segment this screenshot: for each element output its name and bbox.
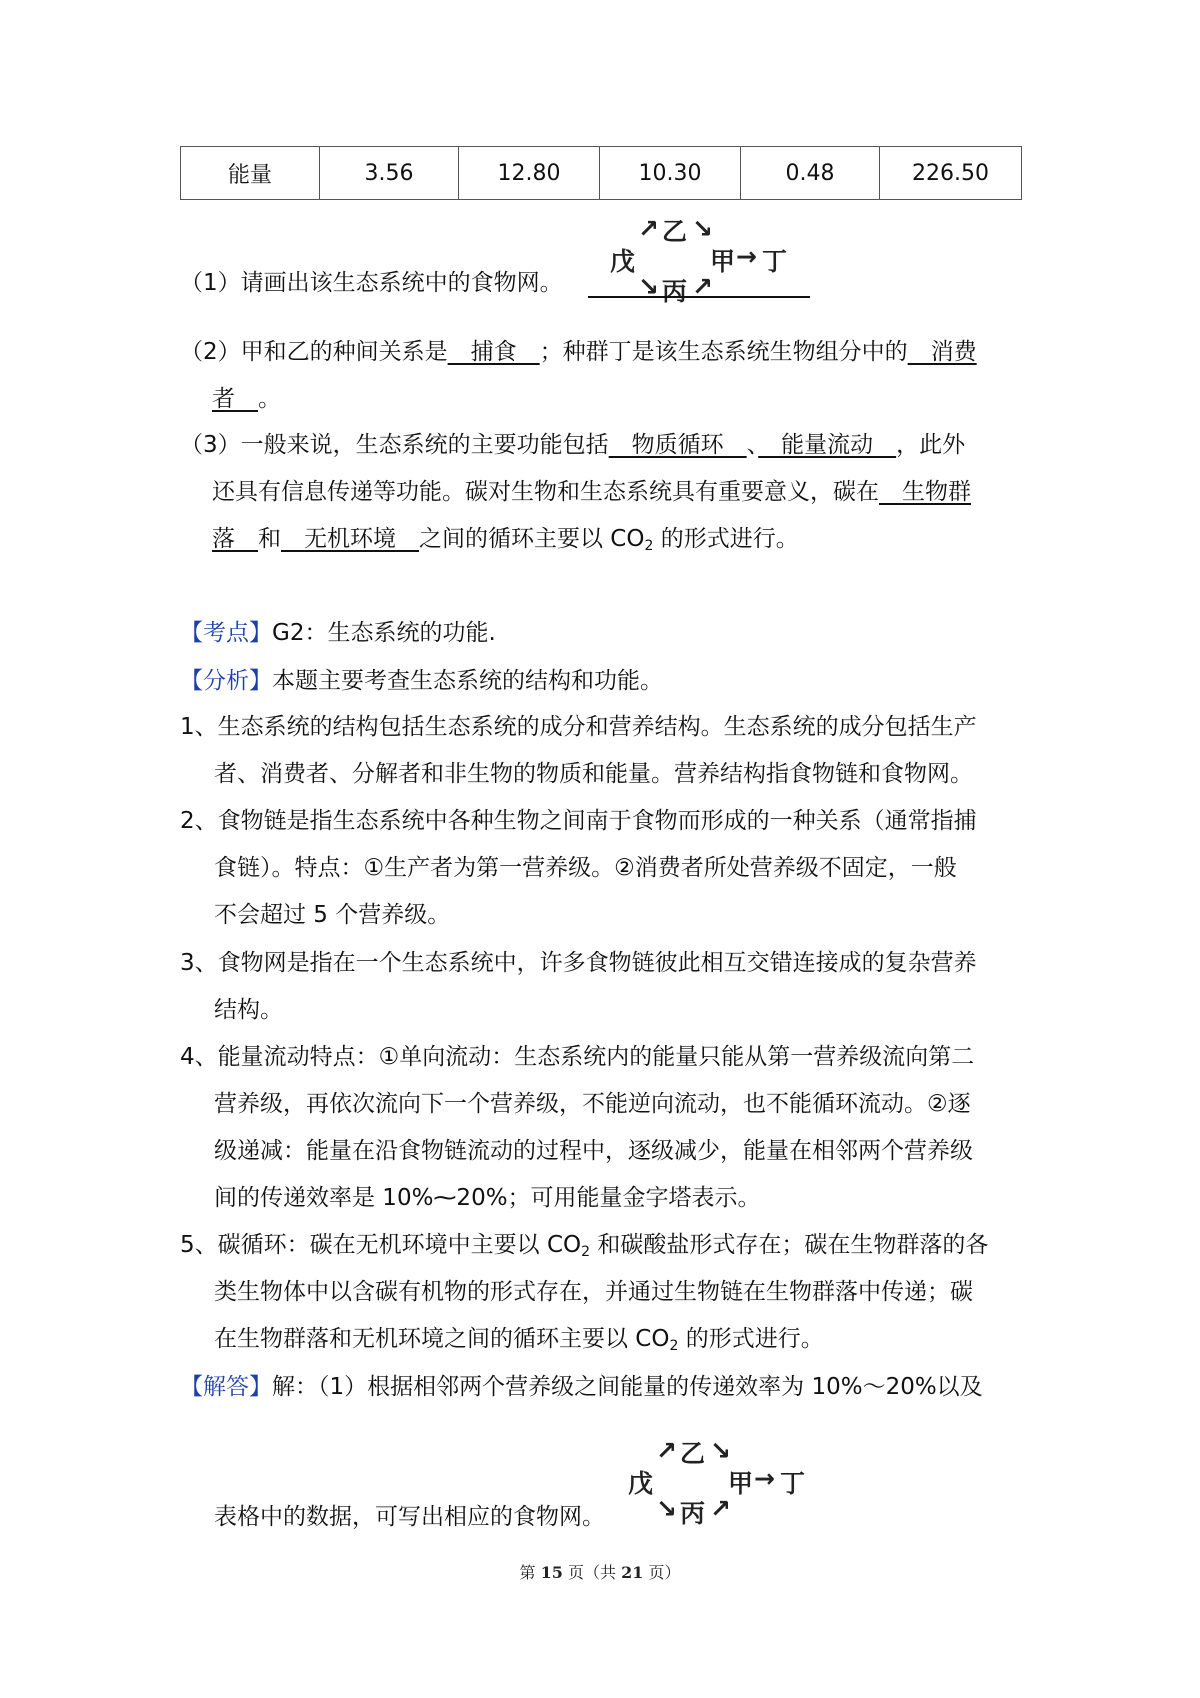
node-ding: 丁: [762, 247, 788, 276]
tag-label: 【分析】: [180, 668, 272, 694]
node-yi: 乙: [662, 217, 688, 246]
node-jia: 甲: [710, 247, 736, 276]
table-cell: 10.30: [600, 147, 741, 200]
answer: 捕食: [447, 339, 540, 365]
table-cell: 12.80: [459, 147, 600, 200]
list-item: 1、生态系统的结构包括生态系统的成分和营养结构。生态系统的成分包括生产: [180, 714, 977, 740]
node-wu: 戊: [610, 247, 636, 276]
arrow-ne: ↗: [710, 1494, 731, 1523]
answer: 消费: [907, 339, 977, 365]
list-item: 4、能量流动特点：①单向流动：生态系统内的能量只能从第一营养级流向第二: [180, 1044, 975, 1070]
answer: 无机环境: [281, 526, 419, 552]
list-item-cont: 不会超过 5 个营养级。: [214, 902, 451, 928]
jieda: 【解答】解：（1）根据相邻两个营养级之间能量的传递效率为 10%～20%以及: [180, 1374, 983, 1400]
answer-underline: [588, 296, 810, 298]
table-cell: 226.50: [880, 147, 1022, 200]
page-footer: 第 15 页（共 21 页）: [519, 1563, 681, 1582]
answer: 者: [212, 386, 258, 412]
table-row: [181, 147, 1022, 200]
answer: 落: [212, 526, 258, 552]
answer: 生物群: [879, 479, 971, 505]
question-1: （1）请画出该生态系统中的食物网。: [180, 270, 563, 296]
question-2-cont: 者 。: [212, 386, 281, 412]
list-item: 5、碳循环：碳在无机环境中主要以 $CO_2$ 和碳酸盐形式存在；碳在生物群落的各: [180, 1232, 989, 1260]
arrow-ne: ↗: [638, 214, 659, 243]
arrow-se: ↘: [692, 214, 713, 243]
table-cell: 3.56: [320, 147, 459, 200]
arrow-ne: ↗: [656, 1436, 677, 1465]
food-web-diagram: [628, 1432, 828, 1528]
node-yi: 乙: [680, 1439, 706, 1468]
arrow-se: ↘: [656, 1494, 677, 1523]
list-item: 3、食物网是指在一个生态系统中，许多食物链彼此相互交错连接成的复杂营养: [180, 950, 977, 976]
table-cell: 能量: [181, 147, 320, 200]
jieda-cont: 表格中的数据，可写出相应的食物网。: [214, 1504, 605, 1530]
list-item-cont: 级递减：能量在沿食物链流动的过程中，逐级减少，能量在相邻两个营养级: [214, 1138, 973, 1164]
question-3-line3: 落 和 无机环境 之间的循环主要以 $CO_2$ 的形式进行。: [212, 526, 799, 554]
list-item-cont: 间的传递效率是 10%⁓20%；可用能量金字塔表示。: [214, 1185, 761, 1211]
kaodian: 【考点】G2：生态系统的功能.: [180, 620, 496, 646]
fenxi: 【分析】本题主要考查生态系统的结构和功能。: [180, 668, 663, 694]
list-item-cont: 类生物体中以含碳有机物的形式存在，并通过生物链在生物群落中传递；碳: [214, 1279, 973, 1305]
node-jia: 甲: [728, 1469, 754, 1498]
tag-label: 【解答】: [180, 1374, 272, 1400]
arrow-se: ↘: [710, 1436, 731, 1465]
list-item-cont: 者、消费者、分解者和非生物的物质和能量。营养结构指食物链和食物网。: [214, 761, 973, 787]
answer: 能量流动: [758, 432, 897, 458]
energy-table: [180, 146, 1022, 200]
arrow-ne: ↗: [692, 272, 713, 301]
list-item-cont: 在生物群落和无机环境之间的循环主要以 $CO_2$ 的形式进行。: [214, 1326, 824, 1354]
arrow-right: →: [736, 242, 757, 271]
node-bing: 丙: [662, 277, 688, 306]
list-item-cont: 营养级，再依次流向下一个营养级，不能逆向流动，也不能循环流动。②逐: [214, 1091, 971, 1117]
arrow-right: →: [754, 1464, 775, 1493]
question-3-line2: 还具有信息传递等功能。碳对生物和生态系统具有重要意义，碳在 生物群: [212, 479, 971, 505]
list-item-cont: 结构。: [214, 997, 283, 1023]
table-cell: 0.48: [741, 147, 880, 200]
question-3: （3）一般来说，生态系统的主要功能包括 物质循环 、 能量流动 ，此外: [180, 432, 966, 458]
arrow-se: ↘: [638, 272, 659, 301]
list-item: 2、食物链是指生态系统中各种生物之间南于食物而形成的一种关系（通常指捕: [180, 808, 977, 834]
answer: 物质循环: [608, 432, 747, 458]
page-number: 15: [540, 1563, 563, 1582]
list-item-cont: 食链）。特点：①生产者为第一营养级。②消费者所处营养级不固定，一般: [214, 855, 957, 881]
node-wu: 戊: [628, 1469, 654, 1498]
tag-label: 【考点】: [180, 620, 272, 646]
node-bing: 丙: [680, 1499, 706, 1528]
total-pages: 21: [621, 1563, 644, 1582]
node-ding: 丁: [780, 1469, 806, 1498]
food-web-diagram: [610, 210, 810, 306]
question-2: （2）甲和乙的种间关系是 捕食 ；种群丁是该生态系统生物组分中的 消费: [180, 339, 977, 365]
